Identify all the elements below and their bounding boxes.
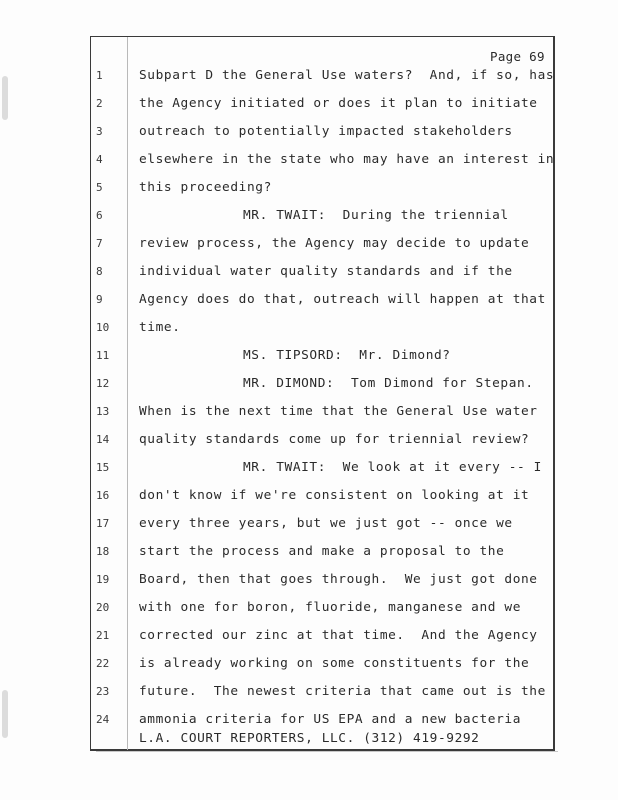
line-number: 19 (96, 573, 110, 586)
transcript-line: corrected our zinc at that time. And the Agency (139, 628, 538, 643)
transcript-line: outreach to potentially impacted stakeholders (139, 124, 513, 139)
transcript-line: time. (139, 320, 181, 335)
line-number: 7 (96, 237, 103, 250)
transcript-line: this proceeding? (139, 180, 272, 195)
line-number: 23 (96, 685, 110, 698)
page-border (90, 36, 555, 751)
line-number: 24 (96, 713, 110, 726)
line-number: 10 (96, 321, 110, 334)
line-number: 21 (96, 629, 110, 642)
transcript-line: individual water quality standards and if the (139, 264, 513, 279)
transcript-line: every three years, but we just got -- once we (139, 516, 513, 531)
line-number: 12 (96, 377, 110, 390)
line-number: 22 (96, 657, 110, 670)
transcript-line: MR. DIMOND: Tom Dimond for Stepan. (243, 376, 534, 391)
transcript-line: When is the next time that the General Use water (139, 404, 538, 419)
line-number: 9 (96, 293, 103, 306)
line-number: 11 (96, 349, 110, 362)
line-number: 2 (96, 97, 103, 110)
transcript-line: with one for boron, fluoride, manganese and we (139, 600, 522, 615)
transcript-line: the Agency initiated or does it plan to initiate (139, 96, 538, 111)
punch-hole-mark (2, 76, 8, 120)
transcript-line: ammonia criteria for US EPA and a new bacteria (139, 712, 522, 727)
line-number: 15 (96, 461, 110, 474)
line-number: 4 (96, 153, 103, 166)
transcript-line: quality standards come up for triennial review? (139, 432, 530, 447)
transcript-line: elsewhere in the state who may have an interest in (139, 152, 555, 167)
page-number: Page 69 (490, 49, 545, 64)
line-number: 8 (96, 265, 103, 278)
line-number-margin-rule (127, 37, 128, 750)
transcript-line: is already working on some constituents for the (139, 656, 530, 671)
transcript-line: Subpart D the General Use waters? And, if so, has (139, 68, 555, 83)
line-number: 6 (96, 209, 103, 222)
transcript-line: MR. TWAIT: During the triennial (243, 208, 509, 223)
punch-hole-mark (2, 690, 8, 738)
line-number: 13 (96, 405, 110, 418)
transcript-line: don't know if we're consistent on looking at it (139, 488, 530, 503)
transcript-line: MR. TWAIT: We look at it every -- I (243, 460, 542, 475)
page-border-shadow (96, 751, 558, 756)
transcript-line: MS. TIPSORD: Mr. Dimond? (243, 348, 451, 363)
line-number: 1 (96, 69, 103, 82)
transcript-line: start the process and make a proposal to the (139, 544, 505, 559)
transcript-line: future. The newest criteria that came out is the (139, 684, 546, 699)
line-number: 17 (96, 517, 110, 530)
transcript-line: Agency does do that, outreach will happen at that (139, 292, 546, 307)
line-number: 3 (96, 125, 103, 138)
line-number: 5 (96, 181, 103, 194)
transcript-line: review process, the Agency may decide to update (139, 236, 530, 251)
court-reporter-footer: L.A. COURT REPORTERS, LLC. (312) 419-9292 (139, 731, 480, 746)
line-number: 18 (96, 545, 110, 558)
transcript-line: Board, then that goes through. We just got done (139, 572, 538, 587)
line-number: 20 (96, 601, 110, 614)
line-number: 16 (96, 489, 110, 502)
line-number: 14 (96, 433, 110, 446)
